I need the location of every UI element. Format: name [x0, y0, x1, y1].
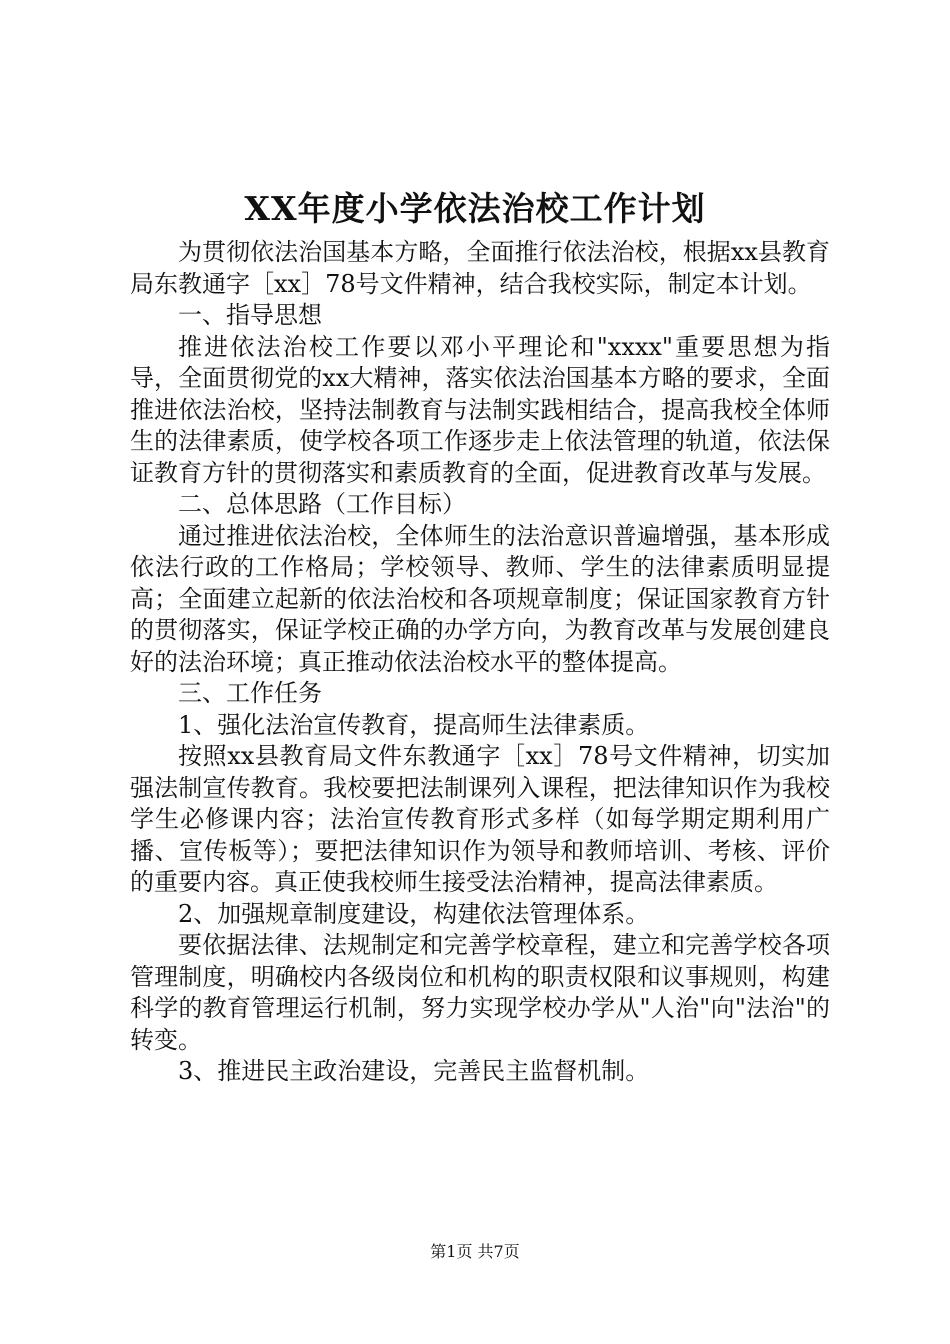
paragraph-task-1: 按照xx县教育局文件东教通字［xx］78号文件精神，切实加强法制宣传教育。我校要把法制课列入课程，把法律知识作为我校学生必修课内容；法治宣传教育形式多样（如每学期定期利用广播、宣传板等）；要把法律知识作为领导和教师培训、考核、评价的重要内容。真正使我校师生接受法治精神，提高法律素质。 [130, 742, 830, 896]
document-body [130, 237, 830, 1088]
document-title: XX年度小学依法治校工作计划 [244, 189, 706, 228]
subheading-task-3: 3、推进民主政治建设，完善民主监督机制。 [178, 1057, 650, 1085]
heading-guiding-ideology: 一、指导思想 [178, 301, 322, 329]
subheading-task-1: 1、强化法治宣传教育，提高师生法律素质。 [178, 710, 650, 739]
paragraph-overall-approach: 通过推进依法治校，全体师生的法治意识普遍增强，基本形成依法行政的工作格局；学校领导、教师、学生的法律素质明显提高；全面建立起新的依法治校和各项规章制度；保证国家教育方针的贯彻落实，保证学校正确的办学方向，为教育改革与发展创建良好的法治环境；真正推动依法治校水平的整体提高。 [130, 521, 830, 676]
subheading-task-2: 2、加强规章制度建设，构建依法管理体系。 [178, 899, 650, 928]
heading-work-tasks: 三、工作任务 [178, 679, 322, 707]
paragraph-intro: 为贯彻依法治国基本方略，全面推行依法治校，根据xx县教育局东教通字［xx］78号文件精神，结合我校实际，制定本计划。 [130, 238, 830, 298]
page-footer: 第1页 共7页 [430, 1242, 520, 1261]
paragraph-guiding-ideology: 推进依法治校工作要以邓小平理论和"xxxx"重要思想为指导，全面贯彻党的xx大精神，落实依法治国基本方略的要求，全面推进依法治校，坚持法制教育与法制实践相结合，提高我校全体师生的法律素质，使学校各项工作逐步走上依法管理的轨道，依法保证教育方针的贯彻落实和素质教育的全面，促进教育改革与发展。 [130, 332, 830, 487]
heading-overall-approach: 二、总体思路（工作目标） [178, 490, 466, 518]
paragraph-task-2: 要依据法律、法规制定和完善学校章程，建立和完善学校各项管理制度，明确校内各级岗位和机构的职责权限和议事规则，构建科学的教育管理运行机制，努力实现学校办学从"人治"向"法治"的转变。 [130, 931, 830, 1054]
